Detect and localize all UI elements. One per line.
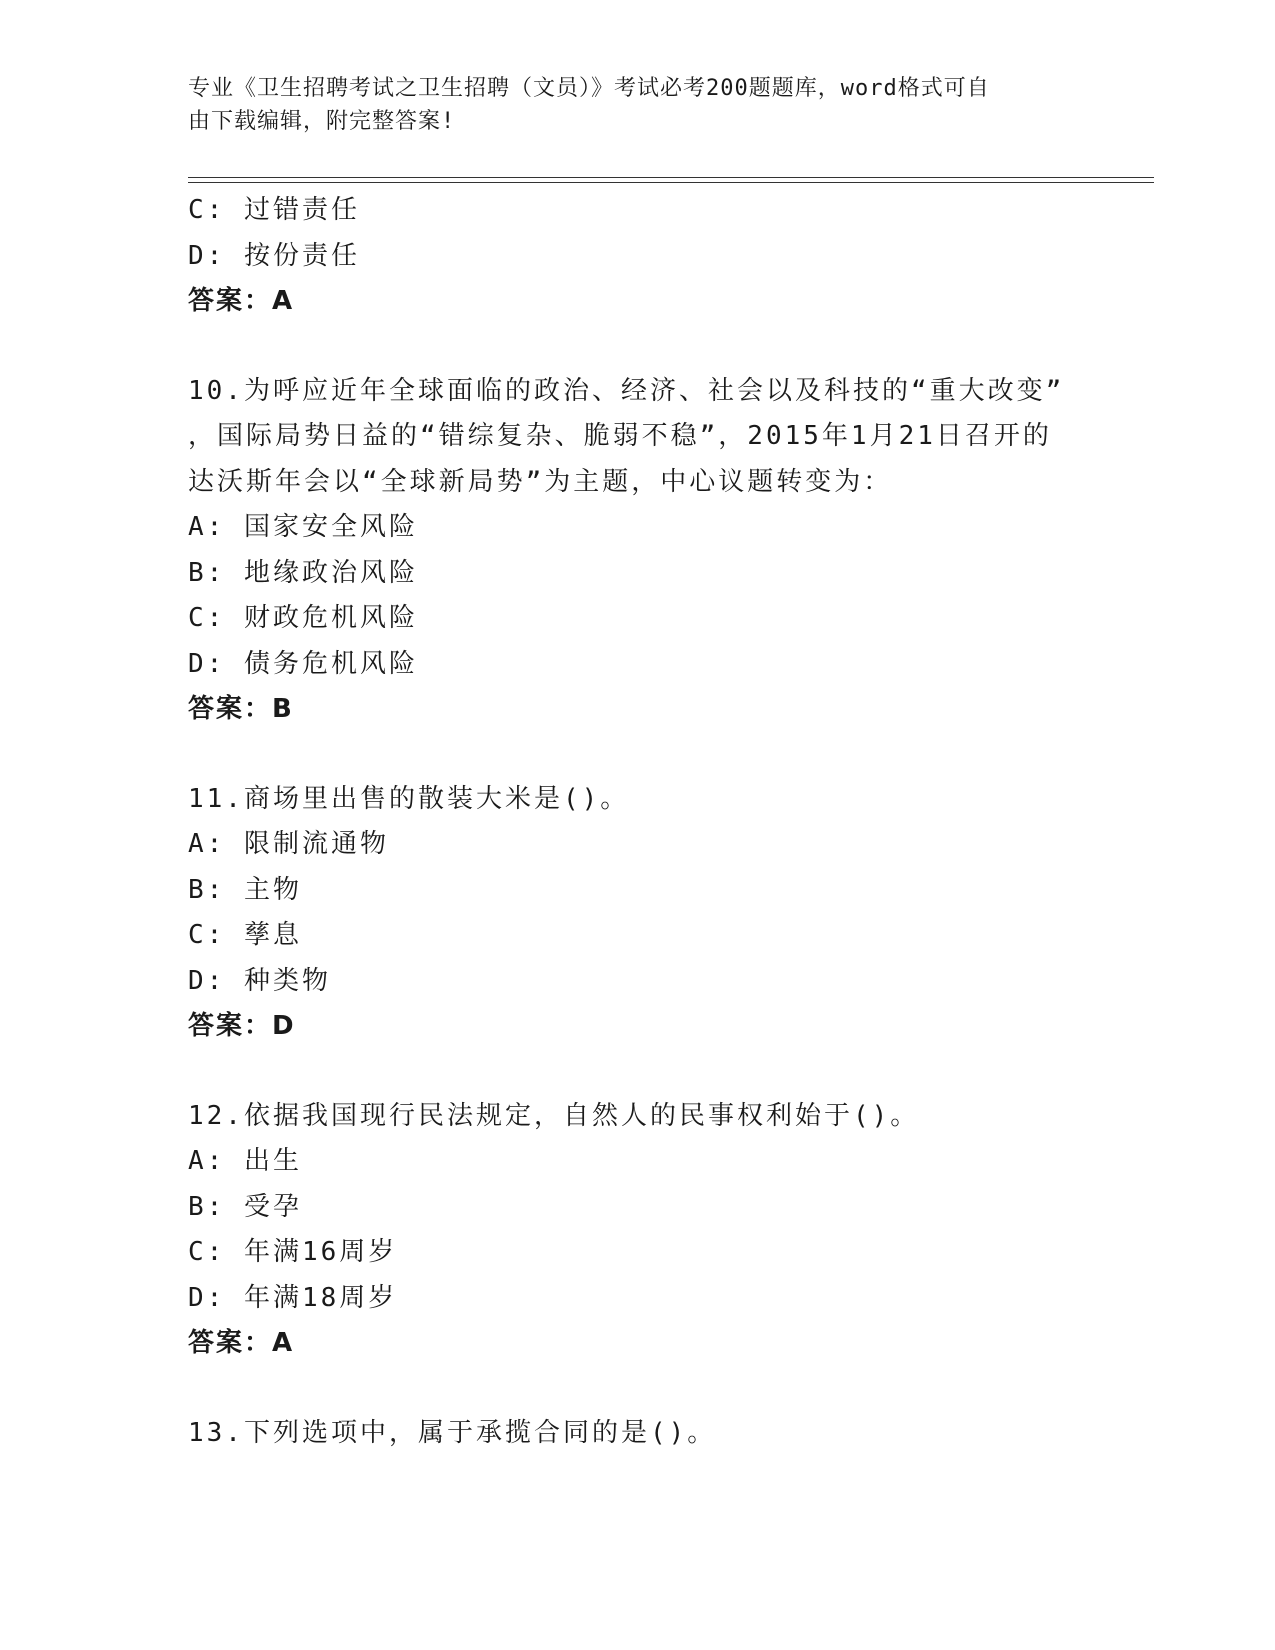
option-d: D: 债务危机风险 [188, 648, 418, 679]
spacer [188, 1367, 1088, 1411]
question-10 [188, 369, 1088, 733]
option-d: D: 种类物 [188, 965, 331, 996]
header-line-1: 专业《卫生招聘考试之卫生招聘（文员）》考试必考200题题库，word格式可自 [188, 76, 990, 101]
option-c: C: 过错责任 [188, 195, 360, 225]
question-text-line: 12.依据我国现行民法规定，自然人的民事权利始于()。 [188, 1100, 920, 1131]
question-13 [188, 1411, 1088, 1457]
option-d: D: 年满18周岁 [188, 1282, 398, 1313]
answer-line: 答案：B [188, 694, 294, 724]
question-11 [188, 777, 1088, 1050]
spacer [188, 325, 1088, 369]
option-c: C: 孳息 [188, 920, 302, 950]
question-text-line: 10.为呼应近年全球面临的政治、经济、社会以及科技的“重大改变” [188, 375, 1065, 406]
document-header [188, 72, 1088, 138]
header-divider-top [188, 177, 1154, 178]
question-body [188, 188, 1088, 1456]
option-a: A: 限制流通物 [188, 829, 389, 859]
option-a: A: 出生 [188, 1146, 302, 1176]
option-d: D: 按份责任 [188, 240, 360, 271]
spacer [188, 733, 1088, 777]
answer-line: 答案：A [188, 286, 295, 316]
question-text-line: 13.下列选项中，属于承揽合同的是()。 [188, 1417, 717, 1448]
header-line-2: 由下载编辑，附完整答案! [188, 109, 456, 134]
question-text-line: 达沃斯年会以“全球新局势”为主题，中心议题转变为： [188, 466, 893, 497]
option-b: B: 受孕 [188, 1191, 302, 1222]
header-divider-bottom [188, 182, 1154, 183]
spacer [188, 1050, 1088, 1094]
question-text-line: ，国际局势日益的“错综复杂、脆弱不稳”，2015年1月21日召开的 [188, 421, 1052, 451]
option-b: B: 地缘政治风险 [188, 557, 418, 588]
question-text-line: 11.商场里出售的散装大米是()。 [188, 783, 630, 814]
question-9-tail [188, 188, 1088, 325]
question-12 [188, 1094, 1088, 1367]
answer-line: 答案：A [188, 1328, 295, 1358]
option-b: B: 主物 [188, 874, 302, 905]
option-a: A: 国家安全风险 [188, 512, 418, 542]
answer-line: 答案：D [188, 1011, 296, 1041]
option-c: C: 年满16周岁 [188, 1237, 398, 1267]
option-c: C: 财政危机风险 [188, 603, 418, 633]
